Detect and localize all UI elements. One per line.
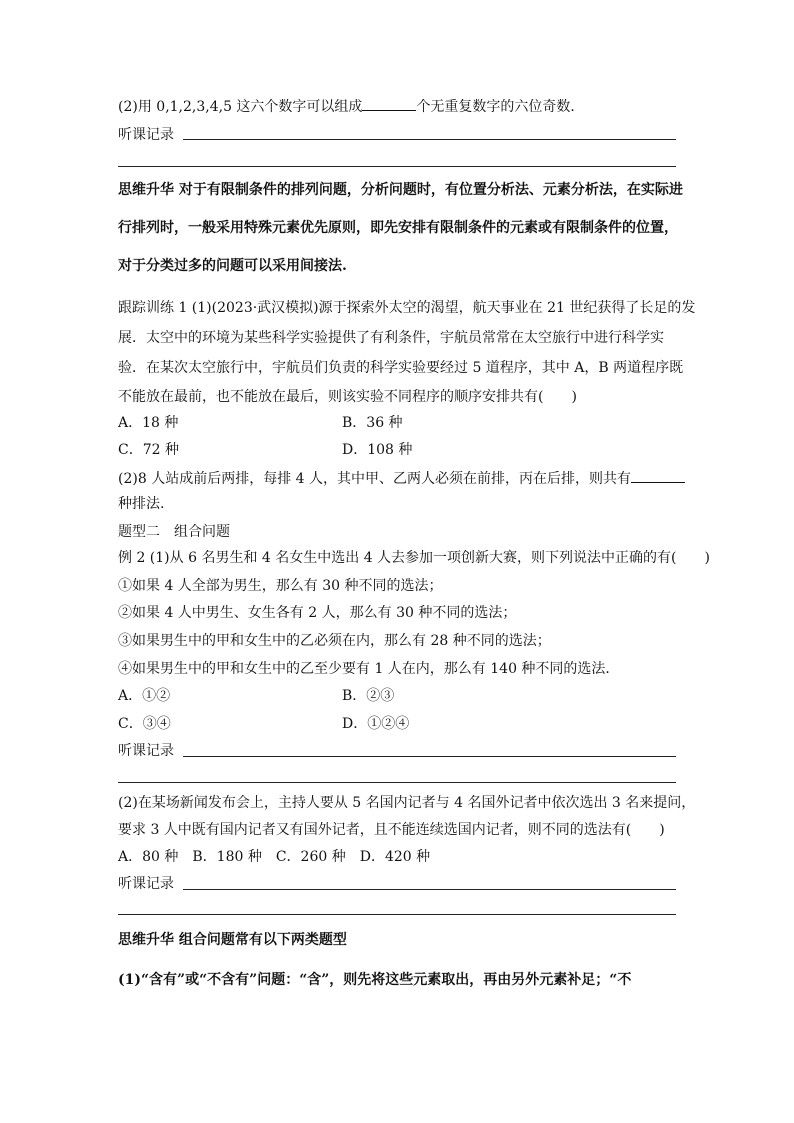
summary-line: 行排列时，一般采用特殊元素优先原则，即先安排有限制条件的元素或有限制条件的位置， [118, 220, 678, 236]
question-line: 要求 3 人中既有国内记者又有国外记者，且不能连续选国内记者，则不同的选法有( ) [118, 822, 665, 838]
question-text: (2)用 0,1,2,3,4,5 这六个数字可以组成 [118, 99, 363, 115]
options-inline: A．80 种 B．180 种 C．260 种 D．420 种 [118, 849, 431, 865]
question-line-cont: 种排法. [118, 496, 165, 512]
question-text-tail: 个无重复数字的六位奇数． [416, 99, 585, 115]
note-label: 听课记录 [118, 743, 174, 759]
option-c: C．72 种 [118, 442, 179, 458]
summary-line: 思维升华 组合问题常有以下两类题型 [118, 932, 347, 948]
note-underline [183, 889, 676, 890]
option-b: B．36 种 [342, 415, 403, 431]
summary-line: 思维升华 对于有限制条件的排列问题，分析问题时，有位置分析法、元素分析法，在实际进 [118, 182, 683, 198]
note-label: 听课记录 [118, 127, 174, 143]
note-underline [183, 139, 676, 140]
statement-2: ②如果 4 人中男生、女生各有 2 人，那么有 30 种不同的选法； [118, 605, 517, 621]
question-line: (2)在某场新闻发布会上，主持人要从 5 名国内记者与 4 名国外记者中依次选出 3 名来提问， [118, 795, 696, 811]
option-d: D．108 种 [342, 442, 413, 458]
option-a: A．18 种 [118, 415, 179, 431]
note-underline [183, 756, 676, 757]
question-text: (2)8 人站成前后两排，每排 4 人，其中甲、乙两人必须在前排，丙在后排，则共有 [118, 471, 631, 487]
option-a: A．①② [118, 688, 171, 704]
statement-3: ③如果男生中的甲和女生中的乙必须在内，那么有 28 种不同的选法； [118, 633, 551, 649]
note-underline [118, 166, 676, 167]
option-c: C．③④ [118, 716, 171, 732]
summary-line: (1)“含有”或“不含有”问题：“含”，则先将这些元素取出，再由另外元素补足；“不 [118, 972, 632, 988]
example-line: 例 2 (1)从 6 名男生和 4 名女生中选出 4 人去参加一项创新大赛，则下列说法中正确的有( ) [118, 550, 710, 566]
exercise-line: 展．太空中的环境为某些科学实验提供了有利条件，宇航员常常在太空旅行中进行科学实 [118, 330, 664, 346]
exercise-line: 不能放在最前，也不能放在最后，则该实验不同程序的顺序安排共有( ) [118, 389, 577, 405]
option-b: B．②③ [342, 688, 395, 704]
note-label: 听课记录 [118, 876, 174, 892]
exercise-line: 跟踪训练 1 (1)(2023·武汉模拟)源于探索外太空的渴望，航天事业在 21 世纪获得了长足的发 [118, 300, 696, 316]
statement-1: ①如果 4 人全部为男生，那么有 30 种不同的选法； [118, 578, 443, 594]
section-title: 题型二 组合问题 [118, 524, 230, 540]
statement-4: ④如果男生中的甲和女生中的乙至少要有 1 人在内，那么有 140 种不同的选法． [118, 661, 620, 677]
answer-blank [362, 96, 416, 111]
note-underline [118, 782, 676, 783]
option-d: D．①②④ [342, 716, 410, 732]
exercise-line: 验．在某次太空旅行中，宇航员们负责的科学实验要经过 5 道程序，其中 A，B 两道程序既 [118, 360, 684, 376]
summary-line: 对于分类过多的问题可以采用间接法. [118, 258, 347, 274]
answer-blank [631, 468, 685, 483]
question-line [118, 96, 584, 117]
note-underline [118, 914, 676, 915]
question-line [118, 468, 685, 489]
